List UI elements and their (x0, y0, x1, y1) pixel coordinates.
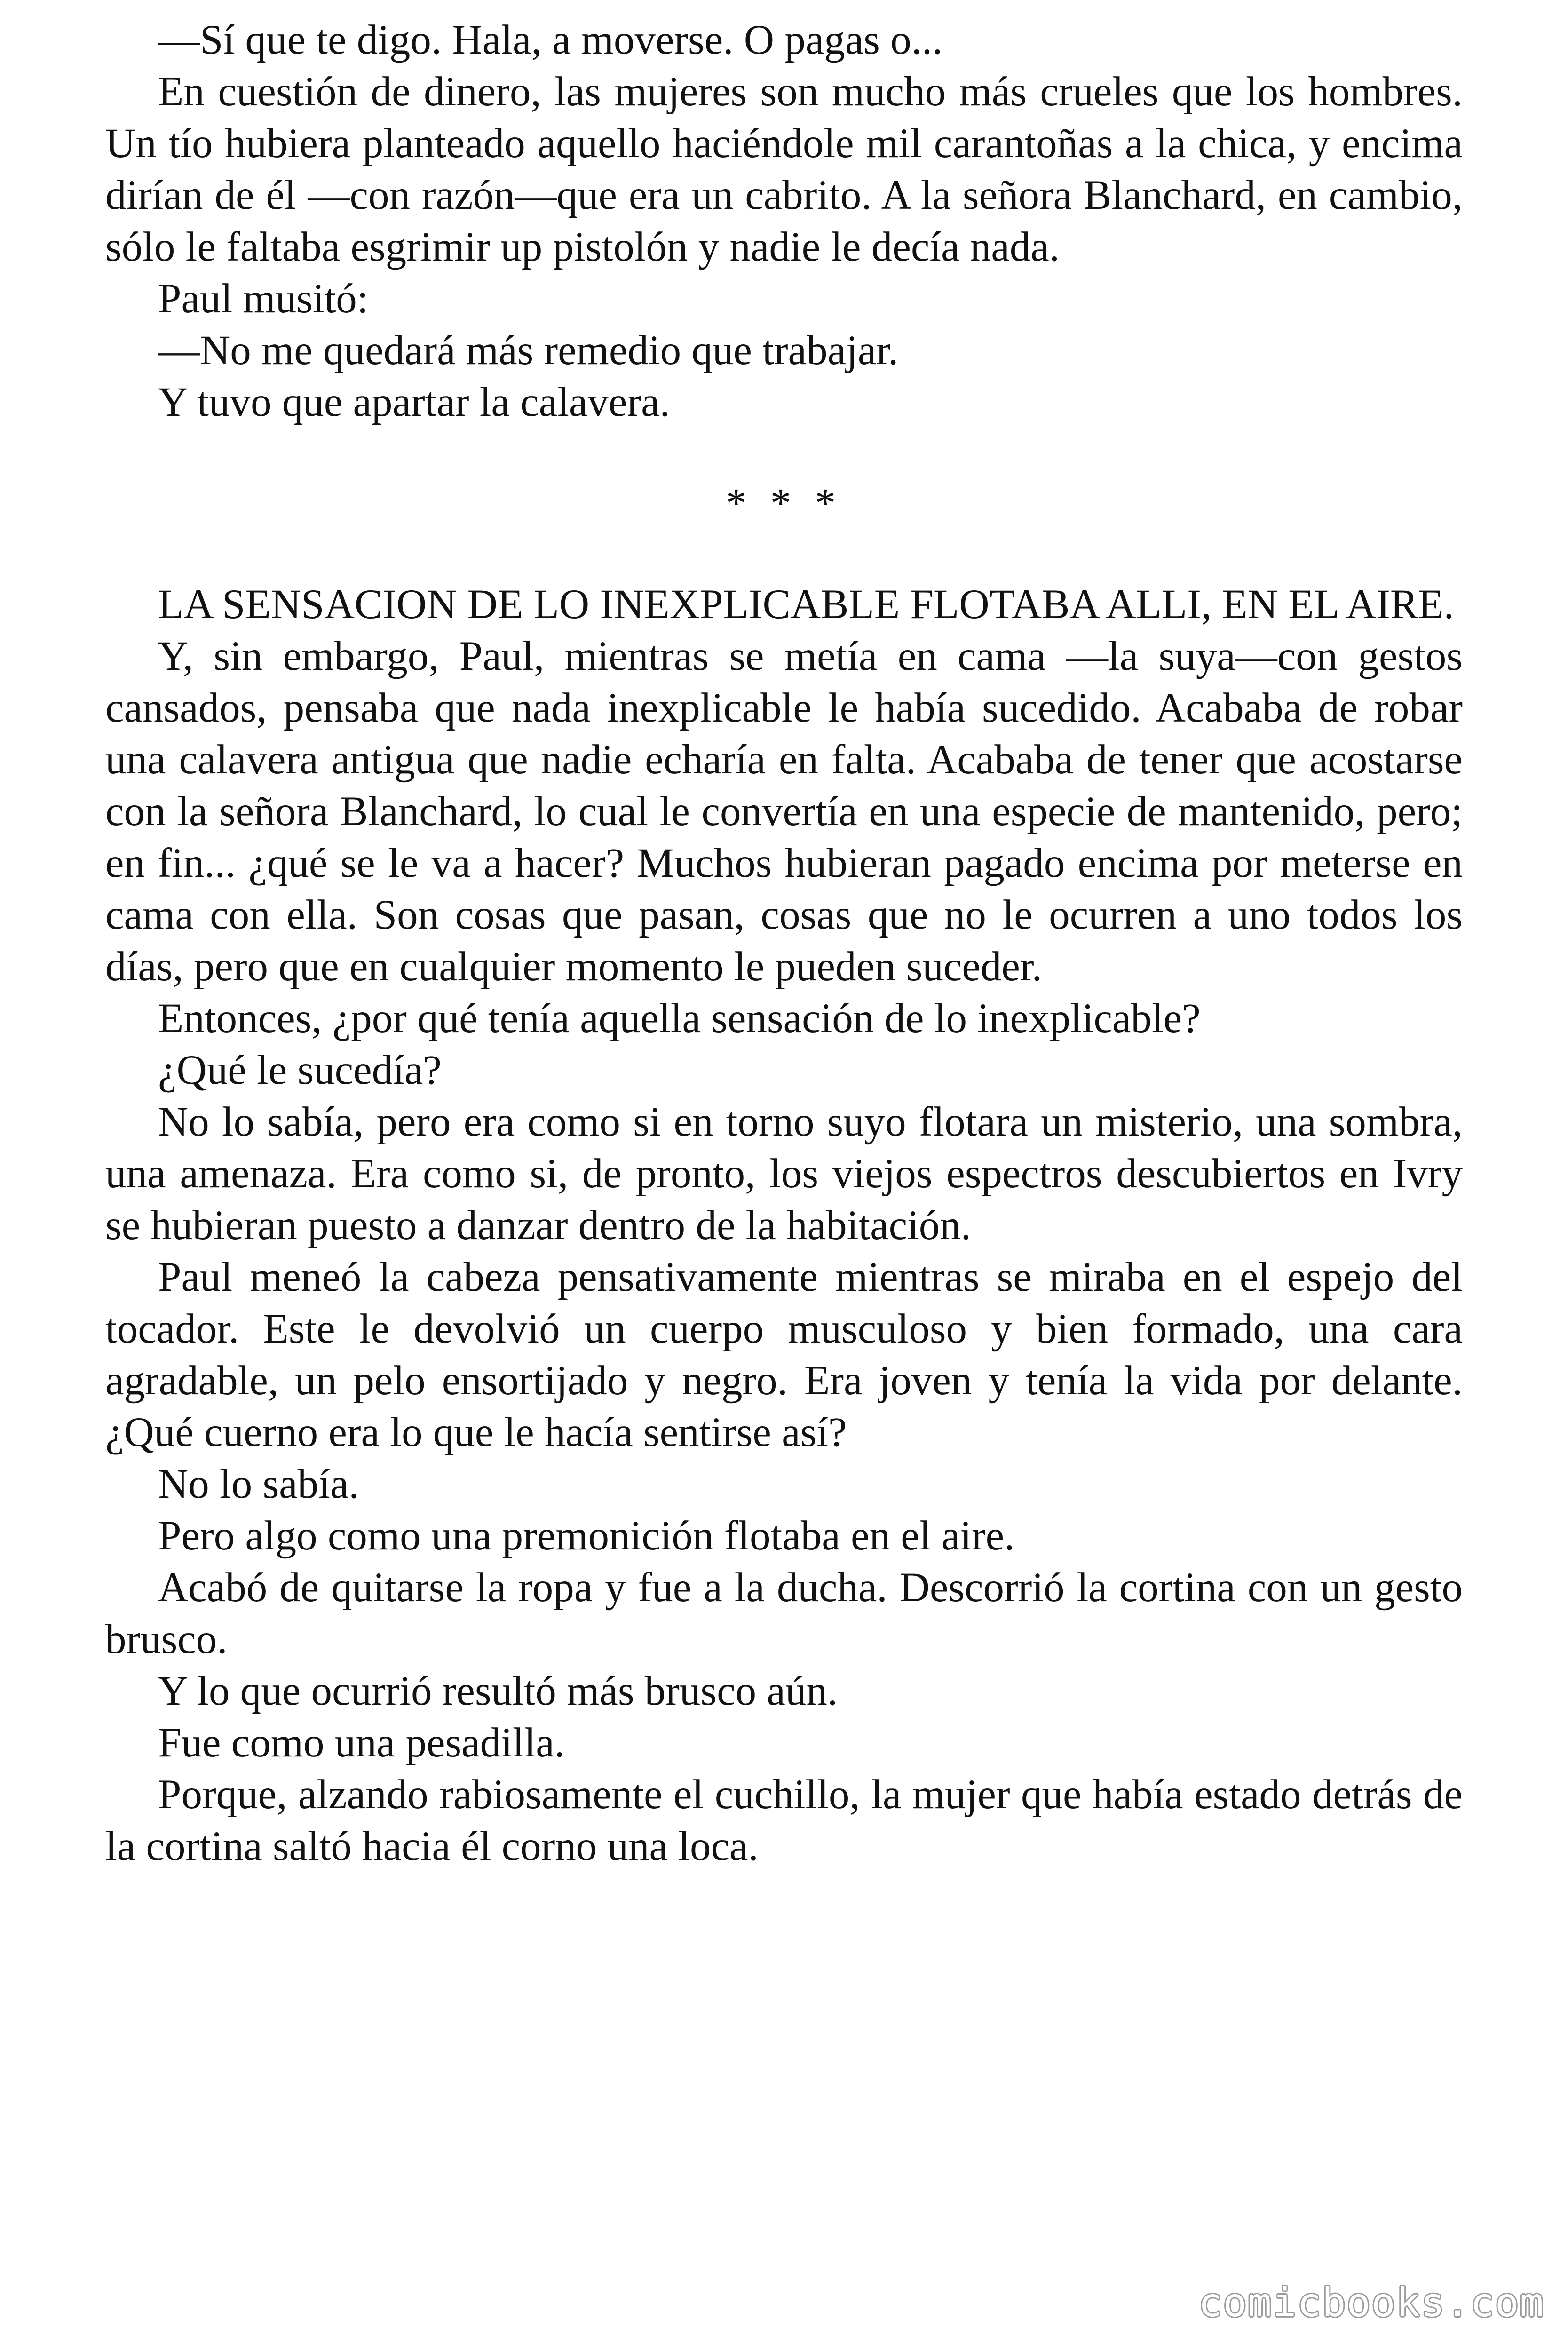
paragraph: Entonces, ¿por qué tenía aquella sensación de lo inexplicable? (158, 995, 1201, 1041)
paragraph: En cuestión de dinero, las mujeres son mucho más crueles que los hombres. Un tío hubiera planteado aquello haciéndole mil carantoñas a la chica, y encima dirían de él —con razón—que era un cabrito. A la señora Blanchard, en cambio, sólo le faltaba esgrimir up pistolón y nadie le decía nada. (105, 69, 1463, 270)
paragraph: Acabó de quitarse la ropa y fue a la ducha. Descorrió la cortina con un gesto brusco. (105, 1565, 1463, 1662)
paragraph: Y lo que ocurrió resultó más brusco aún. (158, 1668, 838, 1714)
paragraph: —Sí que te digo. Hala, a moverse. O pagas o... (158, 17, 943, 63)
paragraph: No lo sabía, pero era como si en torno suyo flotara un misterio, una sombra, una amenaza. Era como si, de pronto, los viejos espectros descubiertos en Ivry se hubieran puesto a danzar dentro de la habitación. (105, 1099, 1463, 1248)
watermark: comicbooks.com (1198, 2280, 1544, 2326)
paragraph: Pero algo como una premonición flotaba en el aire. (158, 1513, 1015, 1559)
paragraph: Y, sin embargo, Paul, mientras se metía en cama —la suya—con gestos cansados, pensaba que nada inexplicable le había sucedido. Acababa de robar una calavera antigua que nadie echaría en falta. Acababa de tener que acostarse con la señora Blanchard, lo cual le convertía en una especie de mantenido, pero; en fin... ¿qué se le va a hacer? Muchos hubieran pagado encima por meterse en cama con ella. Son cosas que pasan, cosas que no le ocurren a uno todos los días, pero que en cualquier momento le pueden suceder. (105, 633, 1463, 990)
paragraph: Paul meneó la cabeza pensativamente mientras se miraba en el espejo del tocador. Este le devolvió un cuerpo musculoso y bien formado, una cara agradable, un pelo ensortijado y negro. Era joven y tenía la vida por delante. ¿Qué cuerno era lo que le hacía sentirse así? (105, 1254, 1463, 1455)
paragraph: —No me quedará más remedio que trabajar. (158, 327, 899, 373)
section-heading-paragraph: LA SENSACION DE LO INEXPLICABLE FLOTABA ALLI, EN EL AIRE. (158, 581, 1454, 628)
paragraph: Porque, alzando rabiosamente el cuchillo, la mujer que había estado detrás de la cortina saltó hacia él corno una loca. (105, 1772, 1463, 1869)
paragraph: Fue como una pesadilla. (158, 1720, 565, 1766)
paragraph: ¿Qué le sucedía? (158, 1047, 442, 1093)
page-text (105, 14, 1463, 1872)
paragraph: Y tuvo que apartar la calavera. (158, 379, 670, 425)
paragraph: Paul musitó: (158, 276, 369, 322)
section-separator: * * * (726, 480, 842, 526)
paragraph: No lo sabía. (158, 1461, 359, 1507)
